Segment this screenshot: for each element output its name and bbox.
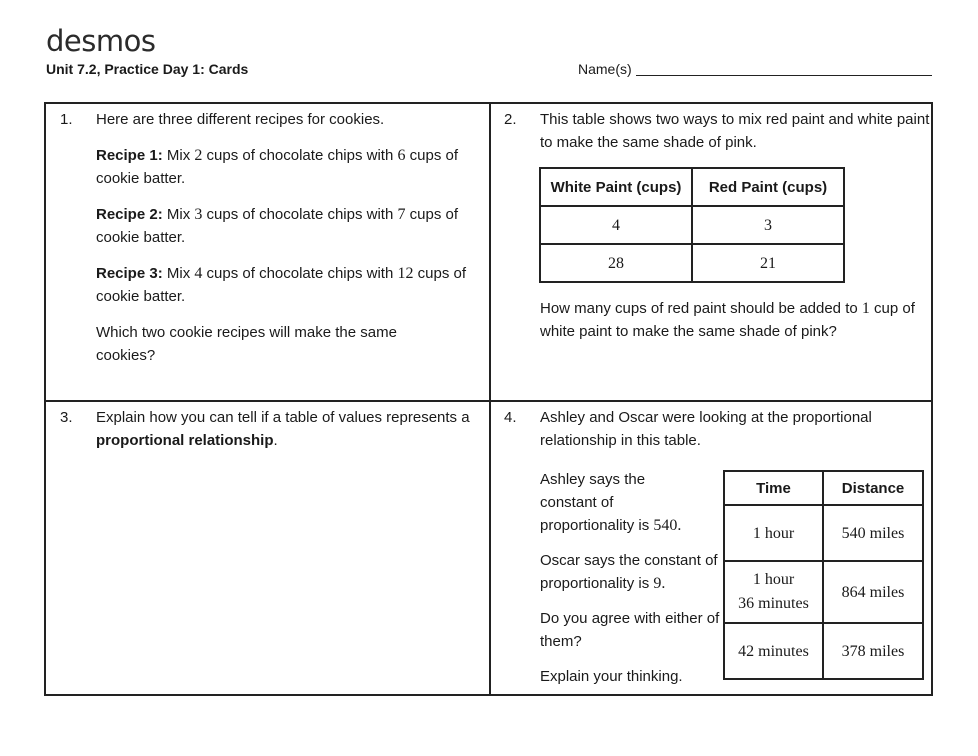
cards-grid bbox=[44, 102, 933, 696]
table-cell: 540 miles bbox=[823, 505, 923, 561]
card-2 bbox=[504, 108, 932, 398]
name-label: Name(s) bbox=[578, 61, 632, 77]
recipe-2-label: Recipe 2: bbox=[96, 206, 163, 223]
table-cell: 21 bbox=[692, 244, 844, 282]
recipe-3: Recipe 3: Mix 4 cups of chocolate chips with 12 cups of cookie batter. bbox=[96, 265, 467, 305]
oscar-claim: Oscar says the constant of proportionality is 9. bbox=[540, 552, 718, 592]
ashley-claim: Ashley says the constant of proportionality is 540. bbox=[540, 471, 682, 534]
recipe-1-label: Recipe 1: bbox=[96, 147, 163, 164]
recipe-3-label: Recipe 3: bbox=[96, 265, 163, 282]
card-1-question: Which two cookie recipes will make the same cookies? bbox=[96, 324, 397, 364]
card-2-number: 2. bbox=[504, 111, 517, 128]
table-cell: 378 miles bbox=[823, 623, 923, 679]
distance-table bbox=[723, 470, 924, 680]
table-row bbox=[540, 244, 844, 282]
proportional-relationship-term: proportional relationship bbox=[96, 432, 274, 449]
table-row bbox=[724, 561, 923, 623]
distance-table-header-distance: Distance bbox=[823, 471, 923, 505]
card-4-number: 4. bbox=[504, 409, 517, 426]
card-3-prompt: Explain how you can tell if a table of values represents a proportional relationship. bbox=[96, 409, 470, 449]
card-4 bbox=[504, 406, 932, 696]
card-3 bbox=[60, 406, 490, 696]
paint-table bbox=[539, 167, 845, 283]
recipe-1: Recipe 1: Mix 2 cups of chocolate chips with 6 cups of cookie batter. bbox=[96, 147, 459, 187]
card-1-intro: Here are three different recipes for cookies. bbox=[96, 111, 385, 128]
grid-divider-horizontal bbox=[46, 400, 931, 402]
card-1-number: 1. bbox=[60, 111, 73, 128]
distance-table-header-time: Time bbox=[724, 471, 823, 505]
page-subtitle: Unit 7.2, Practice Day 1: Cards bbox=[46, 61, 249, 77]
name-field[interactable] bbox=[636, 75, 932, 76]
table-cell: 42 minutes bbox=[724, 623, 823, 679]
table-cell: 4 bbox=[540, 206, 692, 244]
table-row bbox=[724, 623, 923, 679]
card-2-intro: This table shows two ways to mix red paint and white paint to make the same shade of pink. bbox=[540, 111, 930, 151]
agree-question: Do you agree with either of them? bbox=[540, 610, 720, 650]
card-3-number: 3. bbox=[60, 409, 73, 426]
recipe-2: Recipe 2: Mix 3 cups of chocolate chips with 7 cups of cookie batter. bbox=[96, 206, 459, 246]
explain-prompt: Explain your thinking. bbox=[540, 668, 683, 685]
paint-table-header bbox=[540, 168, 844, 206]
table-row bbox=[540, 206, 844, 244]
card-4-intro: Ashley and Oscar were looking at the proportional relationship in this table. bbox=[540, 409, 872, 449]
paint-table-header-red: Red Paint (cups) bbox=[692, 168, 844, 206]
card-2-question: How many cups of red paint should be added to 1 cup of white paint to make the same shade of pink? bbox=[540, 300, 915, 340]
card-1 bbox=[60, 108, 490, 398]
table-cell: 864 miles bbox=[823, 561, 923, 623]
table-cell: 1 hour bbox=[724, 505, 823, 561]
table-cell: 3 bbox=[692, 206, 844, 244]
table-cell: 28 bbox=[540, 244, 692, 282]
table-row bbox=[724, 505, 923, 561]
table-cell: 1 hour 36 minutes bbox=[724, 561, 823, 623]
distance-table-header bbox=[724, 471, 923, 505]
desmos-logo: desmos bbox=[46, 24, 156, 58]
paint-table-header-white: White Paint (cups) bbox=[540, 168, 692, 206]
